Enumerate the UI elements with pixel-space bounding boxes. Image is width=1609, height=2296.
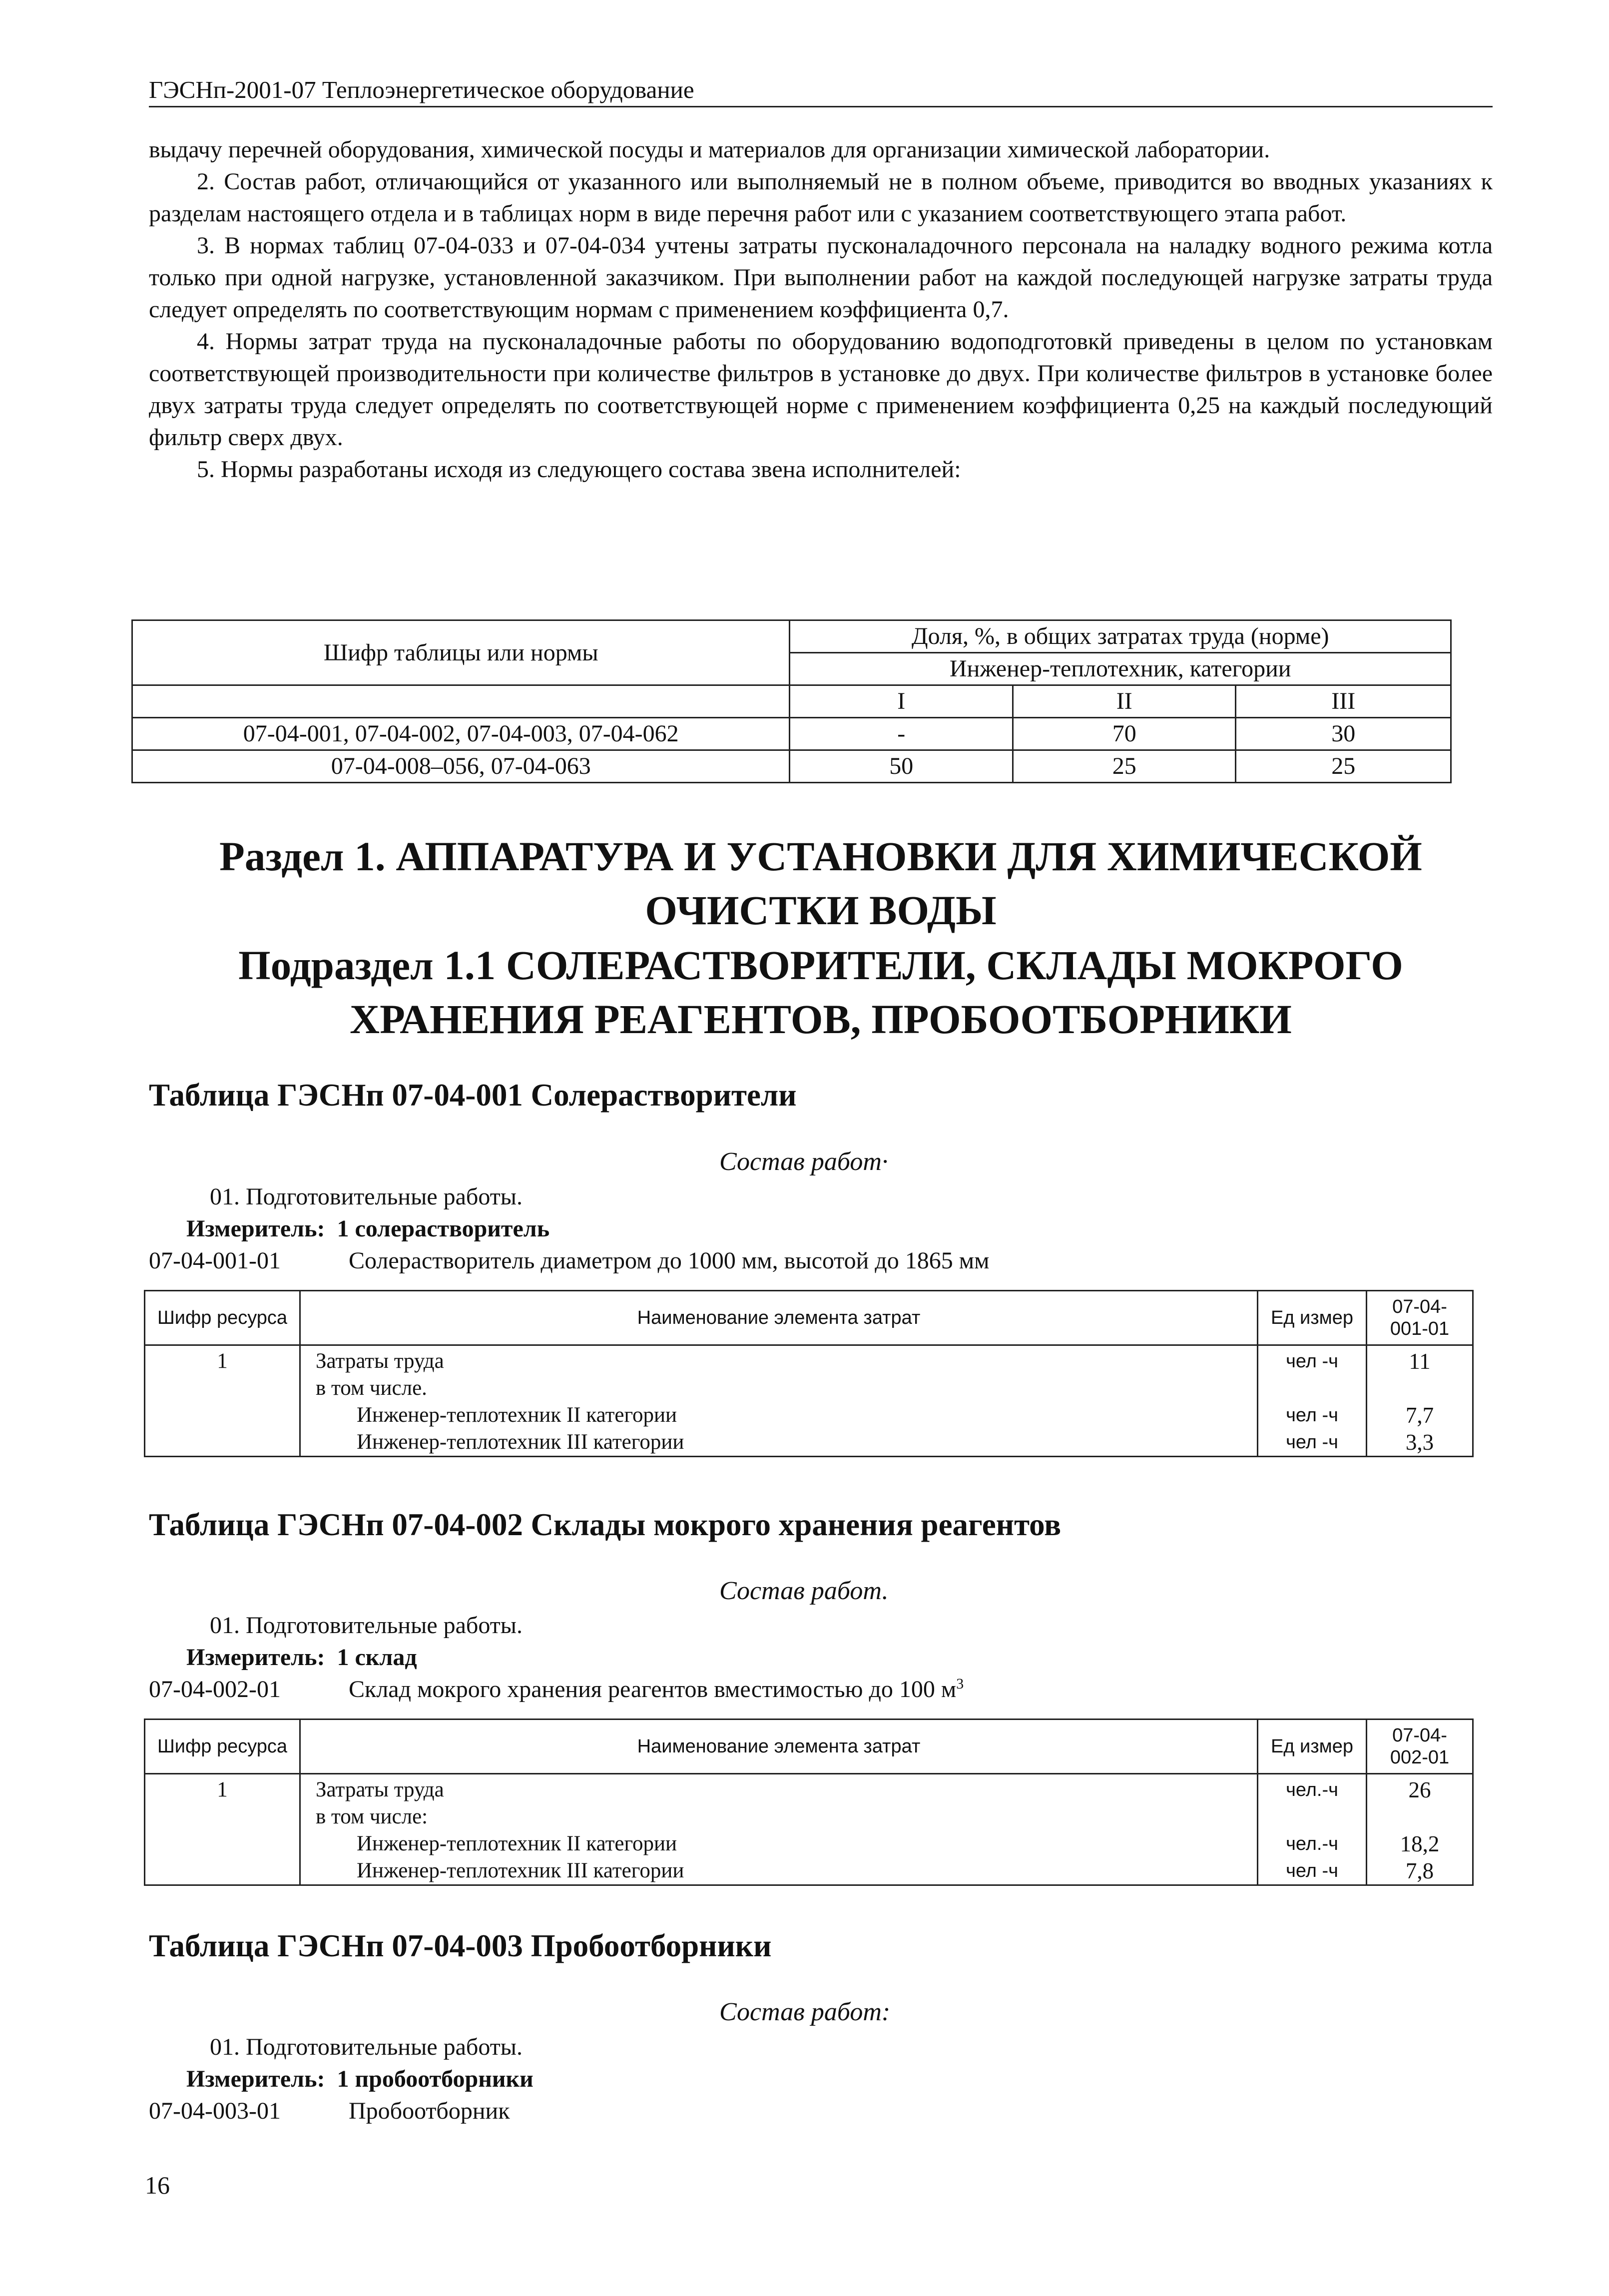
paragraph: 3. В нормах таблиц 07-04-033 и 07-04-034 учтены затраты пусконаладочного персонала на наладку водного режима котла только при одной нагрузке, установленной заказчиком. При выполнении работ на каждой последующей нагрузке затраты труда следует определять по соответствующим нормам с применением коэффициента 0,7. bbox=[149, 232, 1493, 323]
share-cell: 30 bbox=[1236, 718, 1451, 750]
unit-value bbox=[1258, 1375, 1366, 1402]
norm-line bbox=[149, 2095, 1498, 2127]
table-title: Таблица ГЭСНп 07-04-001 Солерастворители bbox=[149, 1078, 797, 1113]
cost-item: Инженер-теплотехник III категории bbox=[357, 1859, 684, 1882]
col-header-unit: Ед измер bbox=[1258, 1720, 1367, 1774]
measurement-value: 1 пробоотборники bbox=[337, 2066, 534, 2092]
work-composition-label: Состав работ: bbox=[719, 1998, 891, 2026]
norm-codes: 07-04-001, 07-04-002, 07-04-003, 07-04-062 bbox=[132, 718, 790, 750]
cost-item: Инженер-теплотехник II категории bbox=[357, 1403, 677, 1427]
intro-text bbox=[149, 134, 1493, 486]
resource-names bbox=[300, 1774, 1258, 1885]
col-header-share-text: Доля, %, в общих затратах труда (норме) bbox=[911, 623, 1329, 649]
cost-item: Затраты труда bbox=[316, 1349, 444, 1373]
col-header-resource-code: Шифр ресурса bbox=[145, 1720, 300, 1774]
norm-value: 7,7 bbox=[1405, 1403, 1434, 1428]
norm-header-line: 002-01 bbox=[1390, 1747, 1450, 1768]
norm-code: 07-04-001-01 bbox=[149, 1247, 281, 1274]
measurement-value: 1 солерастворитель bbox=[337, 1215, 550, 1242]
measurement-label: Измеритель: bbox=[186, 1215, 325, 1242]
cat-header: III bbox=[1236, 685, 1451, 718]
paragraph: выдачу перечней оборудования, химической посуды и материалов для организации химической лаборатории. bbox=[149, 136, 1270, 163]
col-header-code: Шифр таблицы или нормы bbox=[132, 620, 790, 685]
norm-description bbox=[349, 1674, 964, 1706]
empty-cell bbox=[132, 685, 790, 718]
page-number: 16 bbox=[145, 2171, 170, 2199]
share-cell: 25 bbox=[1236, 750, 1451, 783]
measurement-unit bbox=[149, 1642, 1498, 1674]
measurement-value: 1 склад bbox=[337, 1644, 417, 1671]
unit-value bbox=[1258, 1803, 1366, 1830]
col-header-unit: Ед измер bbox=[1258, 1291, 1367, 1345]
table-intro bbox=[149, 1610, 1498, 1706]
unit-value: чел -ч bbox=[1286, 1860, 1338, 1881]
units bbox=[1258, 1774, 1367, 1885]
norm-value: 7,8 bbox=[1405, 1858, 1434, 1883]
norm-code: 07-04-003-01 bbox=[149, 2098, 281, 2124]
table-header bbox=[145, 1291, 1473, 1345]
units bbox=[1258, 1345, 1367, 1457]
norm-codes: 07-04-008–056, 07-04-063 bbox=[132, 750, 790, 783]
resource-names bbox=[300, 1345, 1258, 1457]
subsection-title: Подраздел 1.1 СОЛЕРАСТВОРИТЕЛИ, СКЛАДЫ МОКРОГО ХРАНЕНИЯ РЕАГЕНТОВ, ПРОБООТБОРНИКИ bbox=[238, 942, 1403, 1042]
measurement-unit bbox=[149, 2063, 1498, 2095]
norm-header-line: 07-04- bbox=[1392, 1725, 1447, 1746]
cost-item: Инженер-теплотехник III категории bbox=[357, 1430, 684, 1454]
col-header-share bbox=[790, 620, 1451, 653]
work-composition-label: Состав работ· bbox=[719, 1148, 888, 1176]
norm-description: Солерастворитель диаметром до 1000 мм, высотой до 1865 мм bbox=[349, 1247, 990, 1274]
unit-value: чел.-ч bbox=[1286, 1779, 1338, 1800]
unit-value: чел -ч bbox=[1286, 1432, 1338, 1453]
norm-value: 11 bbox=[1409, 1349, 1431, 1374]
table-row bbox=[145, 1345, 1473, 1457]
work-composition-label: Состав работ. bbox=[719, 1577, 889, 1605]
resource-code: 1 bbox=[145, 1774, 300, 1885]
table-row bbox=[145, 1774, 1473, 1885]
cat-header: I bbox=[790, 685, 1013, 718]
cat-header: II bbox=[1013, 685, 1236, 718]
norm-value bbox=[1367, 1375, 1472, 1402]
share-cell: 70 bbox=[1013, 718, 1236, 750]
table-title: Таблица ГЭСНп 07-04-002 Склады мокрого хранения реагентов bbox=[149, 1507, 1062, 1542]
measurement-label: Измеритель: bbox=[186, 1644, 325, 1671]
table-row bbox=[132, 718, 1451, 750]
norm-line bbox=[149, 1674, 1498, 1706]
col-header-norm bbox=[1367, 1720, 1473, 1774]
norm-code: 07-04-002-01 bbox=[149, 1676, 281, 1703]
col-header-name: Наименование элемента затрат bbox=[300, 1291, 1258, 1345]
prep-work: 01. Подготовительные работы. bbox=[210, 1183, 523, 1210]
prep-work: 01. Подготовительные работы. bbox=[210, 1612, 523, 1639]
staff-composition-table bbox=[131, 619, 1452, 783]
col-header-role: Инженер-теплотехник, категории bbox=[790, 653, 1451, 685]
paragraph: 5. Нормы разработаны исходя из следующего состава звена исполнителей: bbox=[197, 456, 961, 483]
resource-table bbox=[144, 1290, 1474, 1457]
norm-header-line: 001-01 bbox=[1390, 1318, 1450, 1339]
col-header-norm bbox=[1367, 1291, 1473, 1345]
norm-value: 18,2 bbox=[1400, 1831, 1440, 1856]
measurement-unit bbox=[149, 1213, 1498, 1245]
col-header-name: Наименование элемента затрат bbox=[300, 1720, 1258, 1774]
running-header: ГЭСНп-2001-07 Теплоэнергетическое оборудование bbox=[149, 75, 1493, 107]
cost-item: в том числе: bbox=[316, 1805, 428, 1828]
paragraph: 4. Нормы затрат труда на пусконаладочные работы по оборудованию водоподготовкй приведены в целом по установкам соответствующей производительности при количестве фильтров в установке до двух. При количестве фильтров в установке более двух затраты труда следует определять по соответствующей норме с применением коэффициента 0,25 на каждый последующий фильтр сверх двух. bbox=[149, 328, 1493, 451]
norm-line bbox=[149, 1245, 1498, 1277]
cost-item: Затраты труда bbox=[316, 1778, 444, 1801]
table-intro bbox=[149, 1181, 1498, 1277]
cost-item: в том числе. bbox=[316, 1376, 427, 1400]
col-header-resource-code: Шифр ресурса bbox=[145, 1291, 300, 1345]
norm-value: 26 bbox=[1408, 1777, 1431, 1802]
share-cell: 50 bbox=[790, 750, 1013, 783]
share-cell: 25 bbox=[1013, 750, 1236, 783]
norm-value: 3,3 bbox=[1405, 1430, 1434, 1455]
norm-description-text: Склад мокрого хранения реагентов вместимостью до 100 м bbox=[349, 1676, 957, 1703]
table-row bbox=[132, 750, 1451, 783]
norm-header-line: 07-04- bbox=[1392, 1296, 1447, 1317]
norm-value bbox=[1367, 1803, 1472, 1830]
norm-values bbox=[1367, 1774, 1473, 1885]
superscript: 3 bbox=[956, 1676, 964, 1692]
table-title: Таблица ГЭСНп 07-04-003 Пробоотборники bbox=[149, 1928, 772, 1963]
prep-work: 01. Подготовительные работы. bbox=[210, 2034, 523, 2060]
table-intro bbox=[149, 2031, 1498, 2127]
unit-value: чел -ч bbox=[1286, 1405, 1338, 1426]
section-title: Раздел 1. АППАРАТУРА И УСТАНОВКИ ДЛЯ ХИМИЧЕСКОЙ ОЧИСТКИ ВОДЫ bbox=[219, 833, 1422, 933]
norm-values bbox=[1367, 1345, 1473, 1457]
unit-value: чел.-ч bbox=[1286, 1833, 1338, 1854]
resource-table bbox=[144, 1719, 1474, 1886]
cost-item: Инженер-теплотехник II категории bbox=[357, 1832, 677, 1855]
share-cell: - bbox=[790, 718, 1013, 750]
paragraph: 2. Состав работ, отличающийся от указанного или выполняемый не в полном объеме, приводится во вводных указаниях к разделам настоящего отдела и в таблицах норм в виде перечня работ или с указанием соответствующего этапа работ. bbox=[149, 168, 1493, 227]
table-header bbox=[145, 1720, 1473, 1774]
norm-description: Пробоотборник bbox=[349, 2098, 510, 2124]
unit-value: чел -ч bbox=[1286, 1351, 1338, 1372]
resource-code: 1 bbox=[145, 1345, 300, 1457]
measurement-label: Измеритель: bbox=[186, 2066, 325, 2092]
